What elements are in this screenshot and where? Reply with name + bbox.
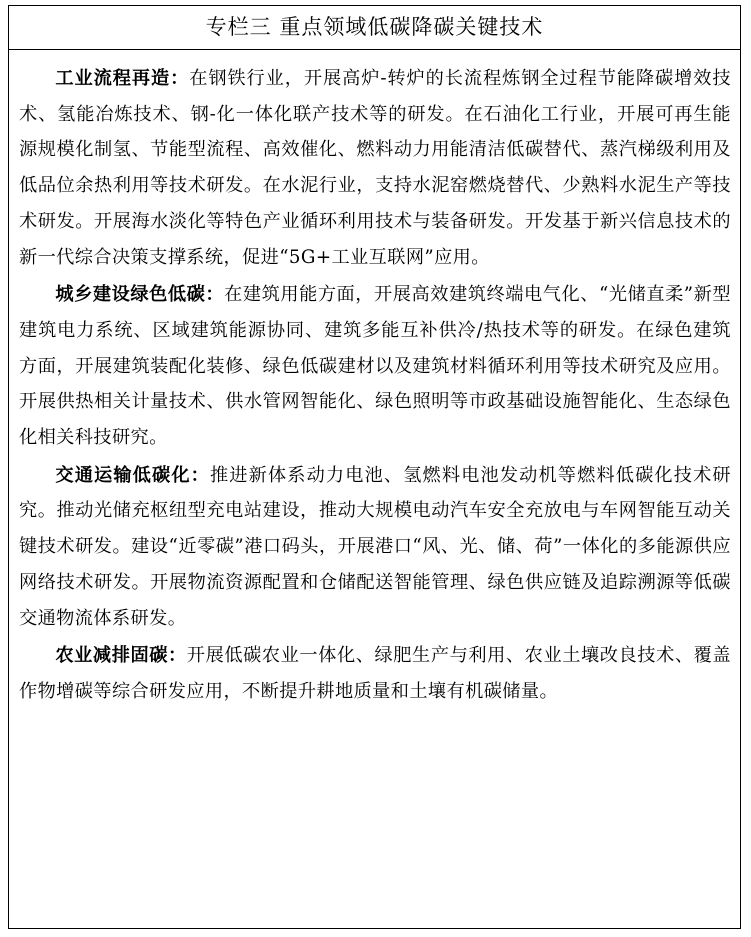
section-heading: 农业减排固碳：	[55, 645, 187, 667]
section-text: 开展低碳农业一体化、绿肥生产与利用、农业土壤改良技术、覆盖作物增碳等综合研发应用，不断提升耕地质量和土壤有机碳储量。	[19, 645, 731, 702]
section-text: 在钢铁行业，开展高炉-转炉的长流程炼钢全过程节能降碳增效技术、氢能冶炼技术、钢-化一体化联产技术等的研发。在石油化工行业，开展可再生能源规模化制氢、节能型流程、高效催化、燃料动力用能清洁低碳替代、蒸汽梯级利用及低品位余热利用等技术研发。在水泥行业，支持水泥窑燃烧替代、少熟料水泥生产等技术研发。开展海水淡化等特色产业循环利用技术与装备研发。开发基于新兴信息技术的新一代综合决策支撑系统，促进“5G+工业互联网”应用。	[19, 68, 731, 268]
section-text: 在建筑用能方面，开展高效建筑终端电气化、“光储直柔”新型建筑电力系统、区域建筑能源协同、建筑多能互补供冷/热技术等的研发。在绿色建筑方面，开展建筑装配化装修、绿色低碳建材以及建筑材料循环利用等技术研究及应用。开展供热相关计量技术、供水管网智能化、绿色照明等市政基础设施智能化、生态绿色化相关科技研究。	[19, 284, 731, 449]
section-heading: 交通运输低碳化：	[55, 464, 210, 486]
column-body	[9, 50, 740, 710]
section-heading: 工业流程再造：	[55, 68, 190, 89]
section-text: 推进新体系动力电池、氢燃料电池发动机等燃料低碳化技术研究。推动光储充枢纽型充电站建设，推动大规模电动汽车安全充放电与车网智能互动关键技术研发。建设“近零碳”港口码头，开展港口“风、光、储、荷”一体化的多能源供应网络技术研发。开展物流资源配置和仓储配送智能管理、绿色供应链及追踪溯源等低碳交通物流体系研发。	[19, 464, 731, 629]
column-title: 专栏三 重点领域低碳降碳关键技术	[9, 6, 740, 50]
column-box	[8, 5, 741, 929]
section-urban-rural-construction	[19, 277, 731, 456]
section-transportation	[19, 458, 731, 637]
section-industrial-process	[19, 61, 731, 275]
section-heading: 城乡建设绿色低碳：	[55, 284, 225, 306]
section-agriculture	[19, 638, 731, 709]
